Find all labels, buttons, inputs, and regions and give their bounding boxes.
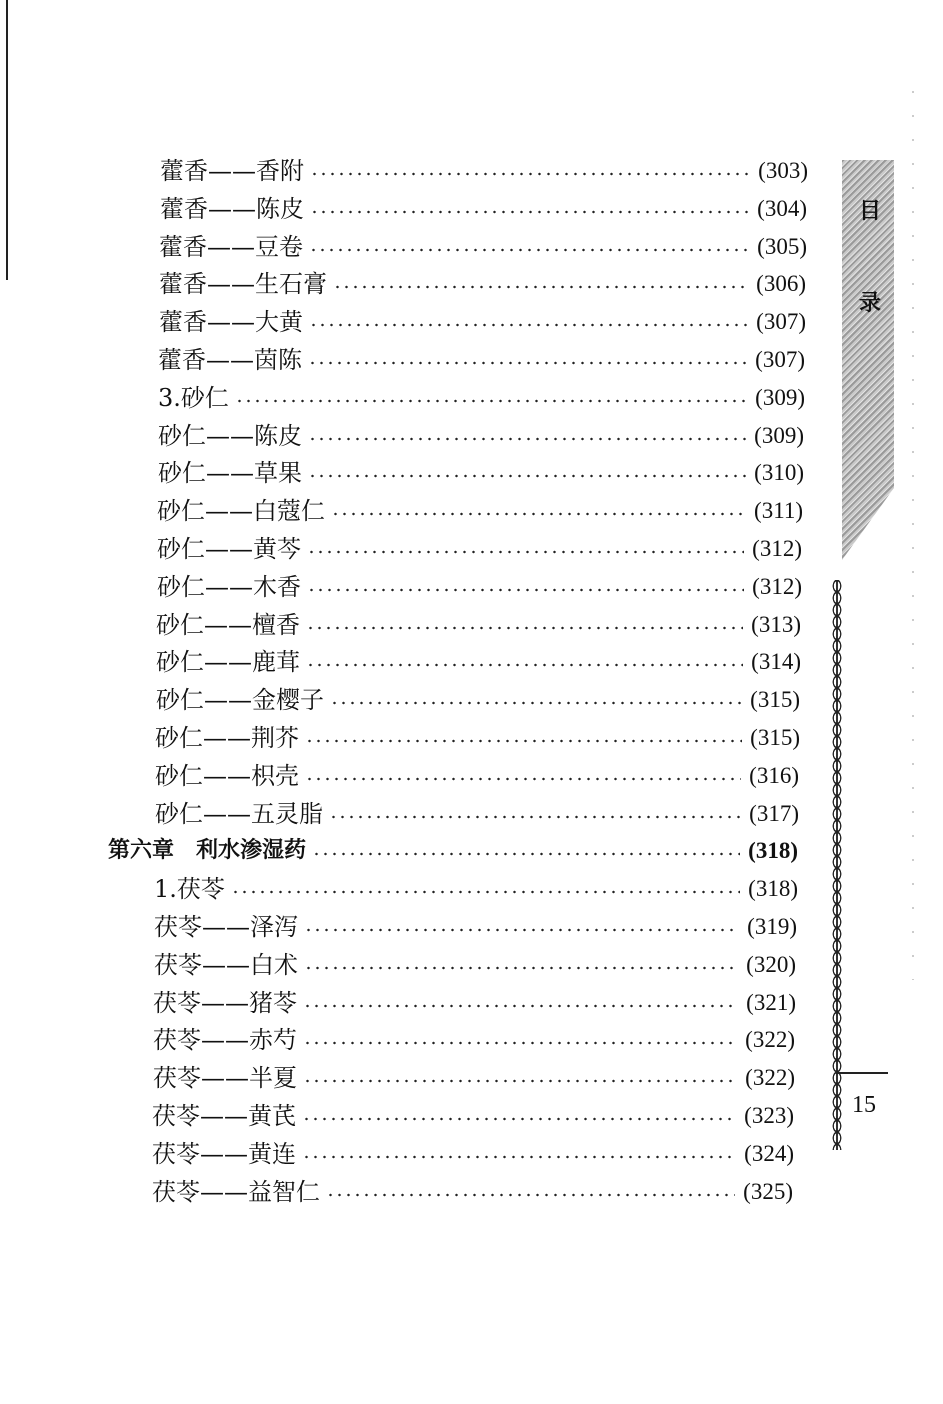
dot-leader	[304, 928, 739, 932]
dot-leader	[307, 588, 744, 592]
dot-leader	[305, 739, 742, 743]
dot-leader	[306, 626, 743, 630]
toc-entry	[154, 946, 796, 984]
section-tab-char-1: 目	[858, 199, 881, 224]
dot-leader	[307, 550, 744, 554]
toc-entry	[153, 984, 796, 1022]
folio-rule	[836, 1072, 888, 1074]
toc-entry-page: (315)	[750, 725, 800, 750]
toc-entry	[152, 1135, 794, 1173]
toc-entry	[155, 757, 799, 795]
toc-entry-title: 茯苓——赤芍	[153, 1026, 297, 1054]
toc-entry	[158, 454, 804, 492]
dot-leader	[302, 1117, 736, 1121]
dot-leader	[310, 210, 749, 214]
toc-entry	[155, 719, 800, 757]
toc-entry-title: 茯苓——黄连	[152, 1140, 296, 1168]
toc-entry	[159, 265, 806, 303]
toc-entry	[159, 303, 806, 341]
toc-entry-title: 茯苓——白术	[154, 951, 298, 979]
toc-entry-page: (321)	[746, 990, 796, 1015]
toc-chapter-row	[108, 832, 798, 870]
binding-edge-rule	[6, 0, 8, 280]
toc-entry-title: 砂仁——荆芥	[155, 724, 299, 752]
toc-entry	[152, 1097, 794, 1135]
toc-entry	[153, 1059, 795, 1097]
dot-leader	[305, 777, 741, 781]
toc-entry-title: 砂仁——黄芩	[157, 535, 301, 563]
toc-entry	[154, 870, 798, 908]
toc-entry	[158, 417, 804, 455]
page-number: 15	[852, 1092, 876, 1118]
toc-entry	[155, 795, 799, 833]
dot-leader	[330, 701, 742, 705]
toc-entry-page: (310)	[754, 460, 804, 485]
toc-entry-page: (312)	[752, 536, 802, 561]
toc-entry-title: 藿香——豆卷	[159, 233, 303, 261]
toc-entry-page: (306)	[756, 271, 806, 296]
toc-entry	[156, 681, 800, 719]
toc-entry	[160, 152, 808, 190]
toc-entry-title: 3.砂仁	[158, 384, 229, 412]
toc-entry-title: 砂仁——檀香	[156, 611, 300, 639]
dot-leader	[303, 1041, 737, 1045]
toc-entry-page: (309)	[755, 385, 805, 410]
toc-entry	[153, 1021, 795, 1059]
dot-leader	[309, 248, 749, 252]
toc-entry	[156, 643, 801, 681]
toc-entry-title: 第六章 利水渗湿药	[108, 838, 307, 863]
dot-leader	[326, 1193, 735, 1197]
toc-entry-page: (318)	[748, 876, 798, 901]
toc-entry-title: 藿香——大黄	[159, 308, 303, 336]
toc-entry-title: 茯苓——半夏	[153, 1064, 297, 1092]
toc-entry-page: (322)	[745, 1027, 795, 1052]
toc-entry	[154, 908, 797, 946]
toc-entry-title: 茯苓——猪苓	[153, 989, 297, 1017]
dot-leader	[329, 815, 741, 819]
toc-entry-page: (312)	[752, 574, 802, 599]
toc-entry-title: 砂仁——鹿茸	[156, 648, 300, 676]
toc-entry-title: 藿香——生石膏	[159, 270, 327, 298]
dot-leader	[304, 966, 738, 970]
toc-entry-title: 砂仁——白蔻仁	[157, 497, 325, 525]
toc-entry-title: 藿香——陈皮	[160, 195, 304, 223]
toc-entry-title: 砂仁——金樱子	[156, 686, 324, 714]
toc-entry-title: 砂仁——五灵脂	[155, 800, 323, 828]
dot-leader	[306, 663, 743, 667]
toc-entry-page: (323)	[744, 1103, 794, 1128]
toc-entry-title: 藿香——香附	[160, 157, 304, 185]
dot-leader	[303, 1004, 738, 1008]
toc-entry-page: (311)	[754, 498, 803, 523]
toc-entry-page: (313)	[751, 612, 801, 637]
decorative-chain-border	[829, 580, 845, 1150]
toc-entry-page: (307)	[756, 309, 806, 334]
toc-entry	[159, 228, 807, 266]
dot-leader	[302, 1155, 736, 1159]
toc-entry-page: (324)	[744, 1141, 794, 1166]
dot-leader	[231, 890, 740, 894]
toc-entry	[158, 341, 805, 379]
dot-leader	[303, 1079, 737, 1083]
toc-entry-title: 砂仁——枳壳	[155, 762, 299, 790]
dot-leader	[308, 437, 746, 441]
toc-entry	[158, 379, 805, 417]
toc-entry-title: 茯苓——黄芪	[152, 1102, 296, 1130]
toc-entry-page: (307)	[755, 347, 805, 372]
toc-entry-page: (314)	[751, 649, 801, 674]
toc-entry-page: (320)	[746, 952, 796, 977]
toc-entry-page: (316)	[749, 763, 799, 788]
dot-leader	[235, 399, 747, 403]
toc-entry-title: 藿香——茵陈	[158, 346, 302, 374]
dot-leader	[333, 285, 748, 289]
toc-entry-page: (309)	[754, 423, 804, 448]
toc-entry-page: (305)	[757, 234, 807, 259]
toc-entry-title: 1.茯苓	[154, 875, 225, 903]
toc-entry-page: (325)	[743, 1179, 793, 1204]
toc-entry	[152, 1173, 793, 1211]
toc-entry	[157, 568, 802, 606]
toc-entry-title: 砂仁——草果	[158, 459, 302, 487]
dot-leader	[310, 172, 750, 176]
toc-entry	[160, 190, 807, 228]
dot-leader	[308, 361, 747, 365]
toc-entry	[157, 530, 802, 568]
scan-speckle	[912, 80, 914, 980]
toc-entry-page: (315)	[750, 687, 800, 712]
toc-entry-title: 砂仁——木香	[157, 573, 301, 601]
toc-entry-page: (322)	[745, 1065, 795, 1090]
toc-entry-title: 茯苓——泽泻	[154, 913, 298, 941]
dot-leader	[312, 852, 740, 856]
toc-entry-page: (317)	[749, 801, 799, 826]
toc-entry-page: (303)	[758, 158, 808, 183]
toc-entry-title: 茯苓——益智仁	[152, 1178, 320, 1206]
toc-entry-title: 砂仁——陈皮	[158, 422, 302, 450]
toc-entry	[156, 606, 801, 644]
toc-entry	[157, 492, 803, 530]
dot-leader	[308, 474, 746, 478]
dot-leader	[331, 512, 746, 516]
dot-leader	[309, 323, 748, 327]
section-tab-char-2: 录	[858, 291, 881, 316]
toc-entry-page: (318)	[748, 838, 798, 863]
toc-entry-page: (304)	[757, 196, 807, 221]
toc-entry-page: (319)	[747, 914, 797, 939]
